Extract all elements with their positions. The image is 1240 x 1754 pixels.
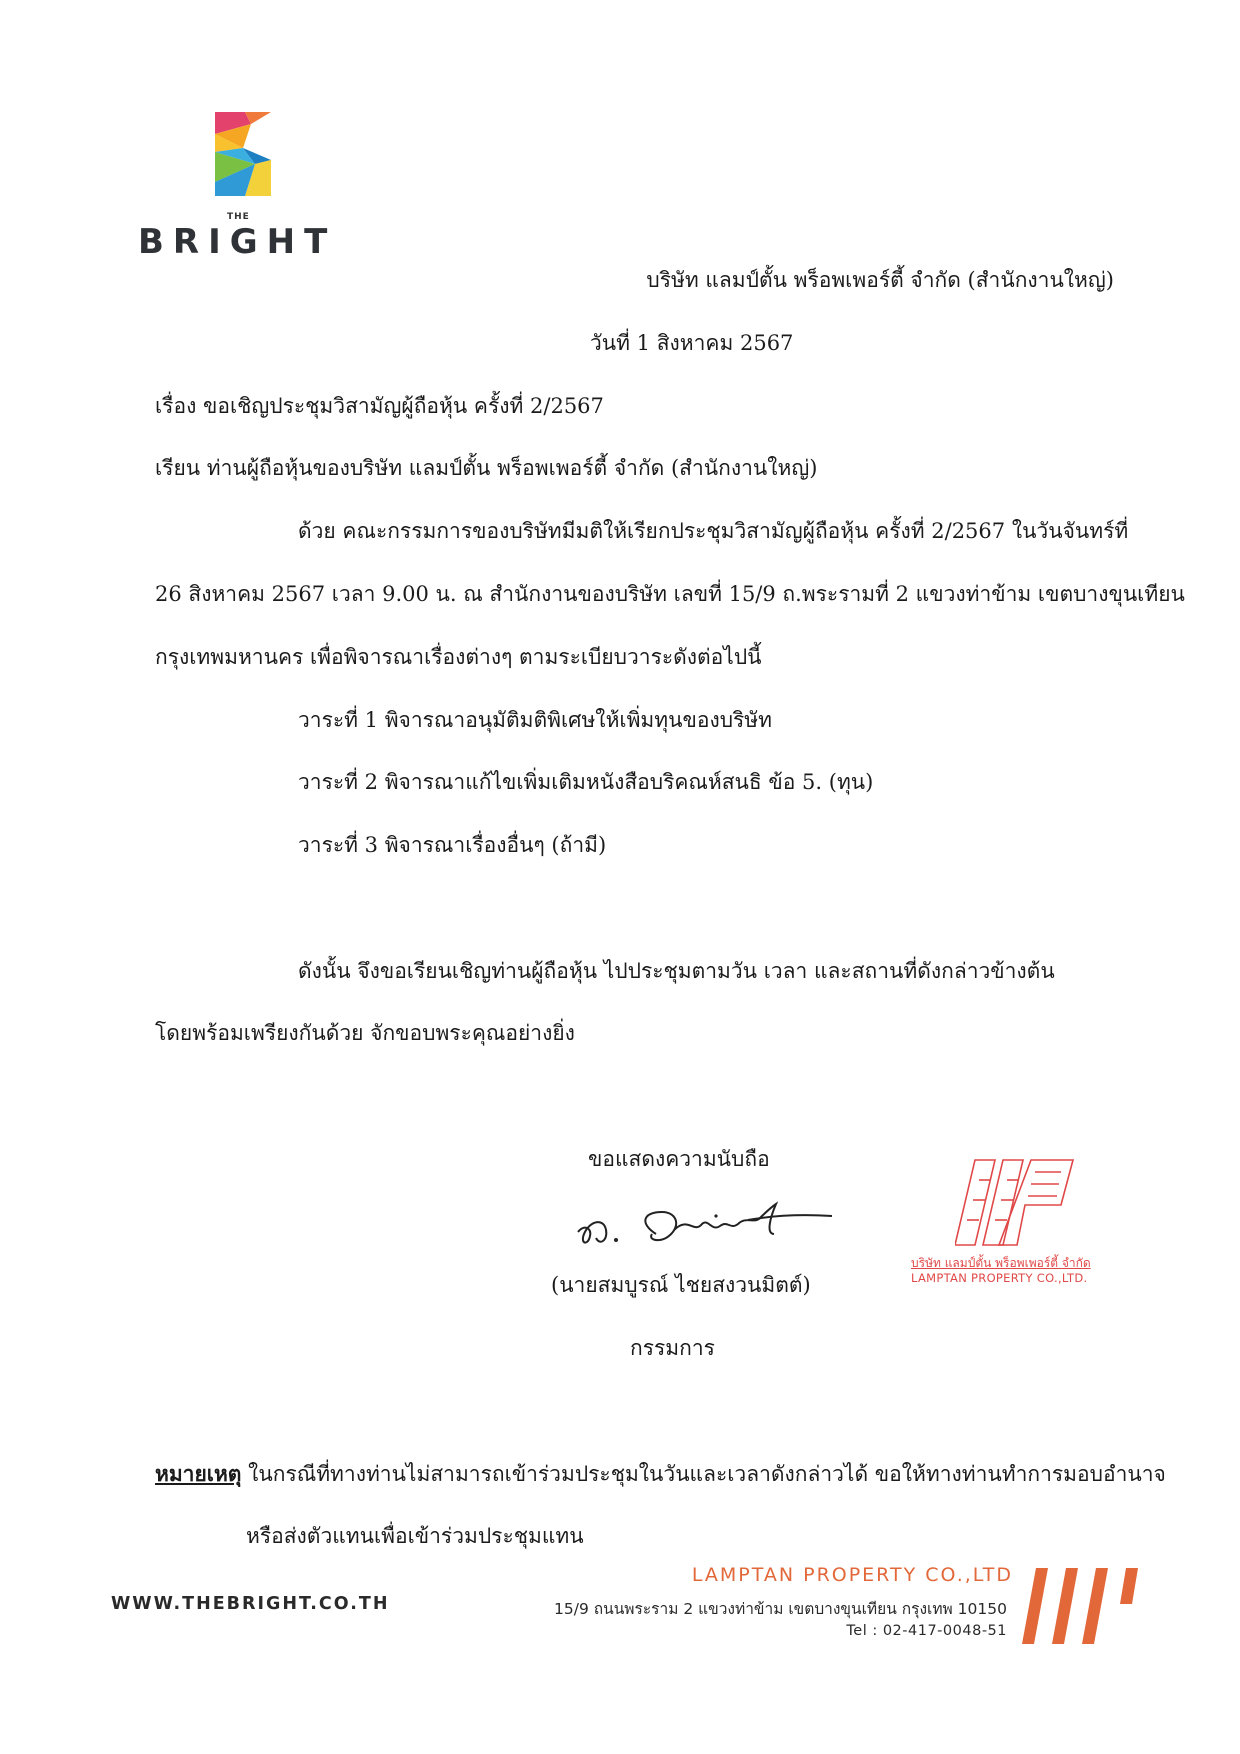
letter-salutation: เรียน ท่านผู้ถือหุ้นของบริษัท แลมป์ตั้น พร็อพเพอร์ตี้ จำกัด (สำนักงานใหญ่) xyxy=(155,456,818,480)
logo-brand-text: BRIGHT xyxy=(138,222,337,262)
lamptan-mark-icon xyxy=(1022,1564,1140,1646)
agenda-item: วาระที่ 2 พิจารณาแก้ไขเพิ่มเติมหนังสือบริคณห์สนธิ ข้อ 5. (ทุน) xyxy=(298,770,874,794)
agenda-item: วาระที่ 1 พิจารณาอนุมัติมติพิเศษให้เพิ่มทุนของบริษัท xyxy=(298,708,772,732)
note-label: หมายเหตุ xyxy=(155,1461,242,1486)
body-line: 26 สิงหาคม 2567 เวลา 9.00 น. ณ สำนักงานของบริษัท เลขที่ 15/9 ถ.พระรามที่ 2 แขวงท่าข้าม เขตบางขุนเทียน xyxy=(155,582,1185,606)
note-line: หรือส่งตัวแทนเพื่อเข้าร่วมประชุมแทน xyxy=(246,1524,584,1548)
body-line: กรุงเทพมหานคร เพื่อพิจารณาเรื่องต่างๆ ตามระเบียบวาระดังต่อไปนี้ xyxy=(155,645,762,669)
handwritten-signature-icon xyxy=(570,1194,840,1258)
signer-title: กรรมการ xyxy=(630,1336,715,1360)
footer-address: 15/9 ถนนพระราม 2 แขวงท่าข้าม เขตบางขุนเทียน กรุงเทพ 10150 xyxy=(554,1600,1007,1618)
the-bright-logo-icon xyxy=(215,112,271,196)
company-seal-icon xyxy=(955,1150,1075,1250)
note-text: ในกรณีที่ทางท่านไม่สามารถเข้าร่วมประชุมในวันและเวลาดังกล่าวได้ ขอให้ทางท่านทำการมอบอำนาจ xyxy=(241,1462,1166,1486)
footer-company-name: LAMPTAN PROPERTY CO.,LTD xyxy=(691,1564,1013,1586)
note-line xyxy=(155,1461,1166,1487)
company-seal xyxy=(905,1150,1125,1290)
seal-company-name-th: บริษัท แลมป์ตั้น พร็อพเพอร์ตี้ จำกัด xyxy=(911,1256,1091,1270)
agenda-item: วาระที่ 3 พิจารณาเรื่องอื่นๆ (ถ้ามี) xyxy=(298,833,607,857)
regards-text: ขอแสดงความนับถือ xyxy=(588,1147,770,1171)
body-line: ด้วย คณะกรรมการของบริษัทมีมติให้เรียกประชุมวิสามัญผู้ถือหุ้น ครั้งที่ 2/2567 ในวันจันทร์ที่ xyxy=(298,519,1129,543)
seal-company-name-en: LAMPTAN PROPERTY CO.,LTD. xyxy=(911,1271,1088,1285)
signer-name: (นายสมบูรณ์ ไชยสงวนมิตต์) xyxy=(551,1273,811,1297)
logo-the-text: THE xyxy=(227,212,250,222)
letterhead-company-name: บริษัท แลมป์ตั้น พร็อพเพอร์ตี้ จำกัด (สำนักงานใหญ่) xyxy=(646,268,1114,292)
closing-line: โดยพร้อมเพรียงกันด้วย จักขอบพระคุณอย่างยิ่ง xyxy=(155,1021,575,1045)
footer-website: WWW.THEBRIGHT.CO.TH xyxy=(111,1594,390,1614)
letter-subject: เรื่อง ขอเชิญประชุมวิสามัญผู้ถือหุ้น ครั้งที่ 2/2567 xyxy=(155,394,604,418)
letter-date: วันที่ 1 สิงหาคม 2567 xyxy=(590,331,794,355)
closing-line: ดังนั้น จึงขอเรียนเชิญท่านผู้ถือหุ้น ไปประชุมตามวัน เวลา และสถานที่ดังกล่าวข้างต้น xyxy=(298,959,1055,983)
footer-telephone: Tel : 02-417-0048-51 xyxy=(846,1623,1007,1639)
